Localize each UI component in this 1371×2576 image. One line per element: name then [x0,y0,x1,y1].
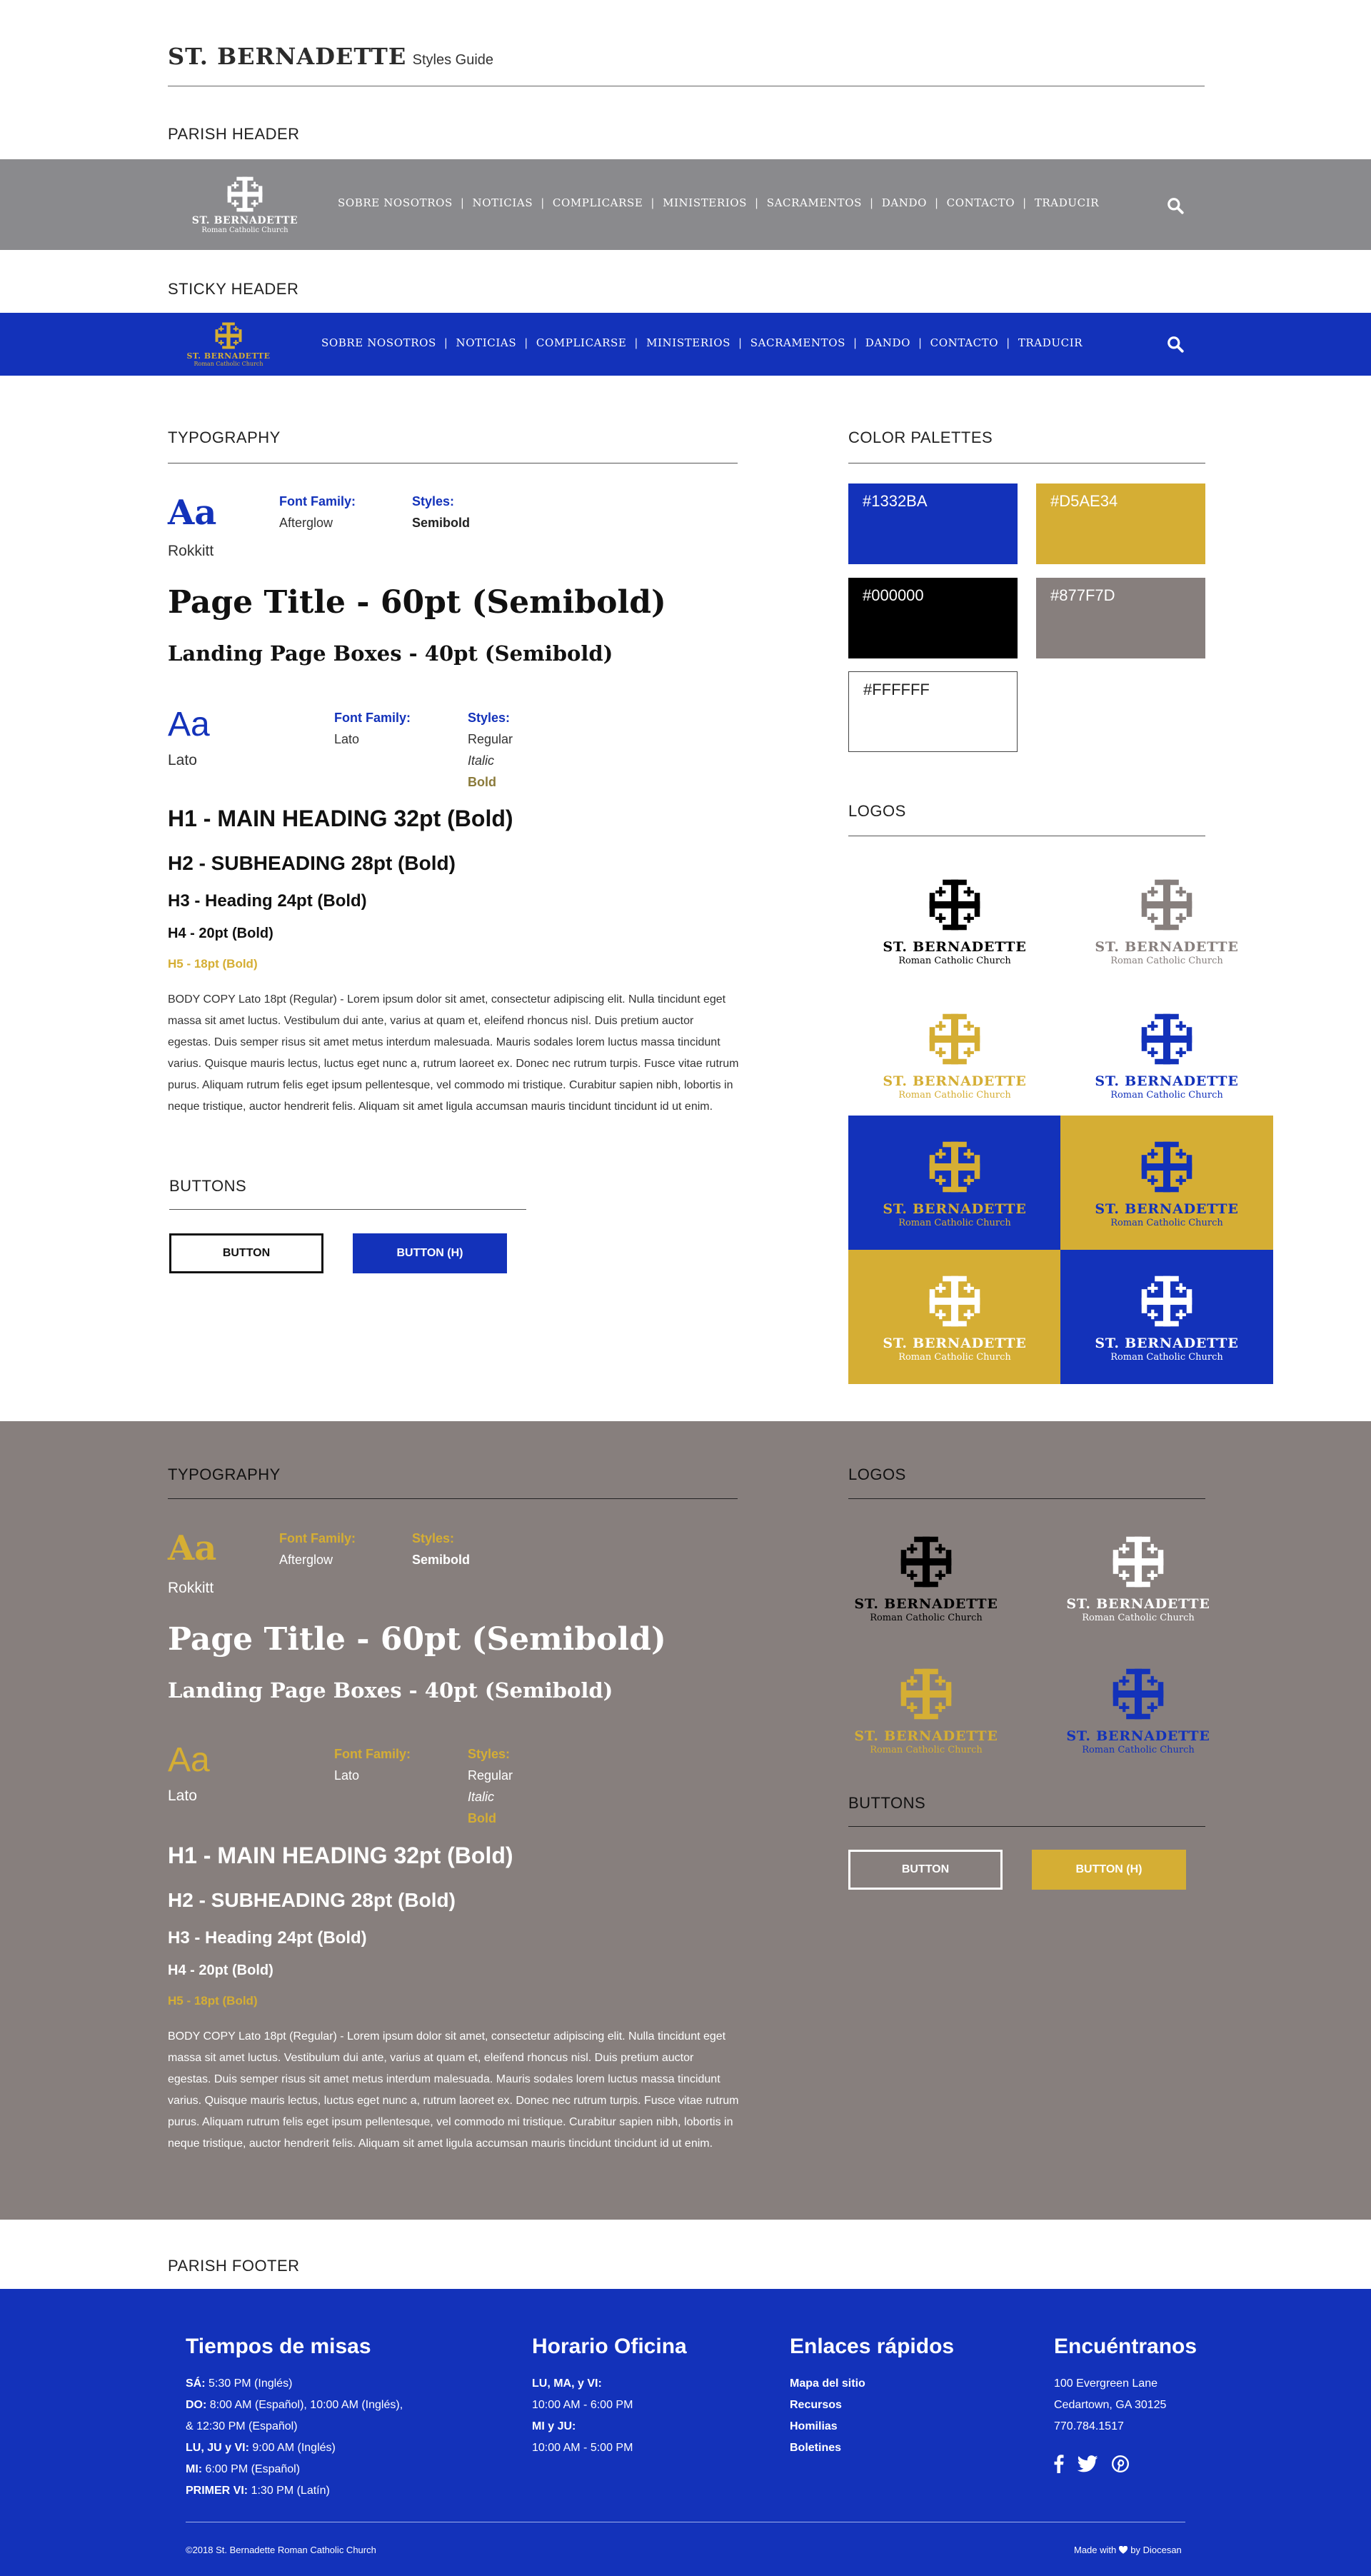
nav-item-sacramentos[interactable]: SACRAMENTOS [766,196,863,209]
font-family-value: Afterglow [279,516,333,530]
logo-name: ST. BERNADETTE [854,1596,998,1612]
style-regular: Regular [468,732,513,746]
page-subtitle: Styles Guide [412,52,494,68]
logo-white-dark [1032,1510,1245,1645]
section-title-logos-dark: LOGOS [848,1465,906,1483]
nav-item-contacto[interactable]: CONTACTO [930,336,999,349]
footer-line: SÁ: 5:30 PM (Inglés) [186,2377,293,2390]
nav-item-traducir[interactable]: TRADUCIR [1018,336,1083,349]
logo-name: ST. BERNADETTE [186,351,271,361]
h5-sample-dark: H5 - 18pt (Bold) [168,1994,258,2008]
logo-sub: Roman Catholic Church [194,361,263,367]
logo-sub: Roman Catholic Church [1082,1745,1195,1755]
lato-sample-dark: Aa [168,1741,210,1779]
page-brand: ST. BERNADETTE [168,43,407,70]
logo-sub: Roman Catholic Church [1110,1090,1223,1101]
jerusalem-cross-icon [1137,1009,1197,1069]
section-title-buttons-dark: BUTTONS [848,1794,926,1812]
style-bold: Bold [468,775,496,789]
style-italic: Italic [468,753,495,768]
section-title-color-palettes: COLOR PALETTES [848,429,993,446]
font-family-label-dark: Font Family: [279,1531,356,1545]
sticky-logo[interactable] [182,320,275,367]
nav-item-complicarse[interactable]: COMPLICARSE [536,336,627,349]
h4-sample: H4 - 20pt (Bold) [168,926,273,941]
footer-social [1054,2455,1130,2473]
h5-sample: H5 - 18pt (Bold) [168,957,258,971]
page-heading [168,43,493,70]
nav-item-dando[interactable]: DANDO [865,336,910,349]
nav-item-sobre-nosotros[interactable]: SOBRE NOSOTROS [338,196,453,209]
font-family-value-dark: Afterglow [279,1553,333,1567]
footer-line: 10:00 AM - 5:00 PM [532,2442,633,2454]
logo-gray [1060,853,1273,988]
footer-masses-title: Tiempos de misas [186,2335,371,2358]
swatch-gray: #877F7D [1036,578,1205,658]
logo-sub: Roman Catholic Church [1110,1352,1223,1363]
rokkitt-name: Rokkitt [168,543,214,559]
logo-blue-on-gold [1060,1116,1273,1250]
h3-sample-dark: H3 - Heading 24pt (Bold) [168,1928,367,1948]
logo-black-dark [820,1510,1033,1645]
jerusalem-cross-icon [925,875,985,935]
logo-sub: Roman Catholic Church [1110,956,1223,966]
section-title-typography: TYPOGRAPHY [168,429,281,446]
footer-link-mapa[interactable]: Mapa del sitio [790,2377,865,2390]
parish-footer [0,2289,1371,2576]
section-title-typography-dark: TYPOGRAPHY [168,1465,281,1483]
logo-white-on-blue [1060,1250,1273,1384]
logo-gold-on-blue [848,1116,1061,1250]
footer-find-list [1054,2373,1166,2437]
nav-item-ministerios[interactable]: MINISTERIOS [646,336,731,349]
jerusalem-cross-icon [213,320,244,351]
footer-office-title: Horario Oficina [532,2335,687,2358]
body-copy-sample-dark: BODY COPY Lato 18pt (Regular) - Lorem ipsum dolor sit amet, consectetur adipiscing elit. Nulla tincidunt eget massa sit amet luctus. Vestibulum dui ante, varius at quam et, eleifend rhoncus nisl. Duis pretium auctor egestas. Duis semper risus sit amet metus interdum malesuada. Mauris sodales lorem luctus massa tincidunt varius. Quisque mauris lectus, luctus eget nunc a, rutrum laoreet ex. Donec nec rutrum turpis. Fusce vitae rutrum purus. Aliquam rutrum felis eget ipsum pellentesque, vel commodo mi tristique. Curabitur sapien nibh, lobortis in neque tristique, auctor hendrerit felis. Aliquam sit amet ligula accumsan mauris tincidunt tincidunt id ut enim. [168,2030,739,2150]
footer-link-homilias[interactable]: Homilias [790,2420,838,2432]
logo-name: ST. BERNADETTE [883,939,1027,955]
divider [848,1498,1205,1499]
logo-black [848,853,1061,988]
styles-value-dark: Semibold [412,1553,471,1567]
swatch-blue: #1332BA [848,483,1018,564]
jerusalem-cross-icon [1137,1137,1197,1197]
footer-links-title: Enlaces rápidos [790,2335,955,2358]
logo-sub: Roman Catholic Church [870,1745,983,1755]
logo-name: ST. BERNADETTE [1095,1201,1239,1217]
divider [848,1826,1205,1827]
h2-sample: H2 - SUBHEADING 28pt (Bold) [168,852,456,874]
lato-name: Lato [168,752,197,768]
logo-gold [848,988,1061,1122]
main-nav: SOBRE NOSOTROS | NOTICIAS | COMPLICARSE | MINISTERIOS | SACRAMENTOS | DANDO | CONTACTO | TRADUCIR [338,196,1100,209]
h3-sample: H3 - Heading 24pt (Bold) [168,891,367,911]
font-family-value: Lato [334,732,360,746]
button-normal-dark[interactable]: BUTTON [848,1850,1003,1890]
footer-line: 10:00 AM - 6:00 PM [532,2399,633,2411]
footer-line: MI: 6:00 PM (Español) [186,2463,301,2475]
styles-label-dark: Styles: [412,1531,455,1545]
nav-item-sobre-nosotros[interactable]: SOBRE NOSOTROS [321,336,436,349]
jerusalem-cross-icon [896,1664,956,1724]
logo-name: ST. BERNADETTE [883,1335,1027,1351]
lato-sample: Aa [168,706,210,743]
search-icon[interactable] [1166,335,1185,354]
logo-sub: Roman Catholic Church [870,1613,983,1623]
sticky-header [0,313,1371,376]
nav-item-traducir[interactable]: TRADUCIR [1034,196,1100,209]
body-copy-sample: BODY COPY Lato 18pt (Regular) - Lorem ipsum dolor sit amet, consectetur adipiscing elit. Nulla tincidunt eget massa sit amet luctus. Vestibulum dui ante, varius at quam et, eleifend rhoncus nisl. Duis pretium auctor egestas. Duis semper risus sit amet metus interdum malesuada. Mauris sodales lorem luctus massa tincidunt varius. Quisque mauris lectus, luctus eget nunc a, rutrum laoreet ex. Donec nec rutrum turpis. Fusce vitae rutrum purus. Aliquam rutrum felis eget ipsum pellentesque, vel commodo mi tristique. Curabitur sapien nibh, lobortis in neque tristique, auctor hendrerit felis. Aliquam sit amet ligula accumsan mauris tincidunt tincidunt id ut enim. [168,993,739,1113]
landing-sample-dark: Landing Page Boxes - 40pt (Semibold) [168,1678,613,1703]
section-title-parish-footer: PARISH FOOTER [168,2257,300,2275]
logo-blue-dark [1032,1643,1245,1777]
footer-address: 100 Evergreen Lane [1054,2377,1157,2390]
swatch-white: #FFFFFF [848,671,1018,752]
footer-city: Cedartown, GA 30125 [1054,2399,1167,2411]
footer-credit[interactable] [1074,2545,1182,2555]
footer-link-boletines[interactable]: Boletines [790,2442,842,2454]
nav-item-noticias[interactable]: NOTICIAS [472,196,533,209]
page-title-sample-dark: Page Title - 60pt (Semibold) [168,1621,666,1658]
logo-name: ST. BERNADETTE [854,1728,998,1744]
lato-name-dark: Lato [168,1788,197,1804]
header-logo[interactable] [184,174,306,234]
logo-name: ST. BERNADETTE [1095,939,1239,955]
section-title-parish-header: PARISH HEADER [168,125,300,143]
styles-label: Styles: [468,711,511,725]
h2-sample-dark: H2 - SUBHEADING 28pt (Bold) [168,1889,456,1911]
font-family-label-dark: Font Family: [334,1747,411,1761]
logo-sub: Roman Catholic Church [1082,1613,1195,1623]
footer-find-title: Encuéntranos [1054,2335,1197,2358]
swatch-black: #000000 [848,578,1018,658]
logo-sub: Roman Catholic Church [1110,1218,1223,1228]
font-family-label: Font Family: [334,711,411,725]
section-title-sticky-header: STICKY HEADER [168,280,299,298]
logo-name: ST. BERNADETTE [883,1201,1027,1217]
logo-sub: Roman Catholic Church [898,1352,1011,1363]
search-icon[interactable] [1166,196,1185,215]
button-normal[interactable]: BUTTON [169,1233,323,1273]
footer-line: LU, JU y VI: 9:00 AM (Inglés) [186,2442,336,2454]
style-italic-dark: Italic [468,1790,495,1804]
divider [168,1498,738,1499]
h4-sample-dark: H4 - 20pt (Bold) [168,1963,273,1978]
divider [169,1209,526,1210]
styles-label: Styles: [412,494,455,508]
heart-icon [1119,2546,1128,2554]
page-title-sample: Page Title - 60pt (Semibold) [168,584,666,621]
button-hover[interactable]: BUTTON (H) [353,1233,507,1273]
logo-name: ST. BERNADETTE [1095,1073,1239,1089]
styles-value: Semibold [412,516,471,530]
nav-item-complicarse[interactable]: COMPLICARSE [552,196,643,209]
parish-header [0,159,1371,250]
logo-sub: Roman Catholic Church [898,956,1011,966]
rokkitt-name-dark: Rokkitt [168,1580,214,1596]
nav-item-contacto[interactable]: CONTACTO [946,196,1015,209]
landing-sample: Landing Page Boxes - 40pt (Semibold) [168,641,613,666]
footer-line: DO: 8:00 AM (Español), 10:00 AM (Inglés), [186,2399,403,2411]
jerusalem-cross-icon [925,1009,985,1069]
jerusalem-cross-icon [925,1271,985,1331]
jerusalem-cross-icon [1108,1532,1168,1592]
style-regular-dark: Regular [468,1768,513,1783]
style-bold-dark: Bold [468,1811,496,1825]
twitter-icon[interactable] [1077,2455,1098,2472]
footer-line: & 12:30 PM (Español) [186,2420,298,2432]
footer-links-list [790,2373,865,2459]
made-with-text: Made with [1074,2545,1117,2555]
logo-name: ST. BERNADETTE [1095,1335,1239,1351]
jerusalem-cross-icon [896,1532,956,1592]
button-hover-dark[interactable]: BUTTON (H) [1032,1850,1186,1890]
logo-gold-dark [820,1643,1033,1777]
jerusalem-cross-icon [1137,1271,1197,1331]
jerusalem-cross-icon [1137,875,1197,935]
pinterest-icon[interactable] [1111,2455,1130,2473]
swatch-gold: #D5AE34 [1036,483,1205,564]
nav-item-ministerios[interactable]: MINISTERIOS [663,196,748,209]
facebook-icon[interactable] [1054,2455,1064,2473]
nav-item-sacramentos[interactable]: SACRAMENTOS [750,336,846,349]
font-family-value-dark: Lato [334,1768,360,1783]
section-title-logos: LOGOS [848,802,906,820]
logo-name: ST. BERNADETTE [1066,1596,1210,1612]
nav-item-noticias[interactable]: NOTICIAS [456,336,517,349]
footer-copyright: ©2018 St. Bernadette Roman Catholic Church [186,2545,376,2555]
logo-name: ST. BERNADETTE [883,1073,1027,1089]
jerusalem-cross-icon [925,1137,985,1197]
font-family-label: Font Family: [279,494,356,508]
section-title-buttons: BUTTONS [169,1177,247,1195]
logo-name: ST. BERNADETTE [1066,1728,1210,1744]
jerusalem-cross-icon [1108,1664,1168,1724]
footer-phone[interactable]: 770.784.1517 [1054,2420,1124,2432]
logo-sub: Roman Catholic Church [898,1218,1011,1228]
nav-item-dando[interactable]: DANDO [881,196,927,209]
logo-name: ST. BERNADETTE [191,215,298,226]
logo-sub: Roman Catholic Church [201,226,288,234]
h1-sample: H1 - MAIN HEADING 32pt (Bold) [168,806,513,831]
footer-line: PRIMER VI: 1:30 PM (Latín) [186,2485,330,2497]
rokkitt-sample-dark: Aa [168,1528,217,1568]
logo-sub: Roman Catholic Church [898,1090,1011,1101]
sticky-nav: SOBRE NOSOTROS | NOTICIAS | COMPLICARSE | MINISTERIOS | SACRAMENTOS | DANDO | CONTACTO | TRADUCIR [321,336,1083,349]
by-text: by Diocesan [1130,2545,1182,2555]
footer-line: LU, MA, y VI: [532,2377,602,2390]
footer-line: MI y JU: [532,2420,576,2432]
logo-blue [1060,988,1273,1122]
rokkitt-sample: Aa [168,493,217,533]
footer-link-recursos[interactable]: Recursos [790,2399,842,2411]
h1-sample-dark: H1 - MAIN HEADING 32pt (Bold) [168,1843,513,1868]
styles-label-dark: Styles: [468,1747,511,1761]
logo-white-on-gold [848,1250,1061,1384]
footer-office-list [532,2373,633,2459]
footer-masses-list [186,2373,403,2502]
jerusalem-cross-icon [224,174,266,215]
